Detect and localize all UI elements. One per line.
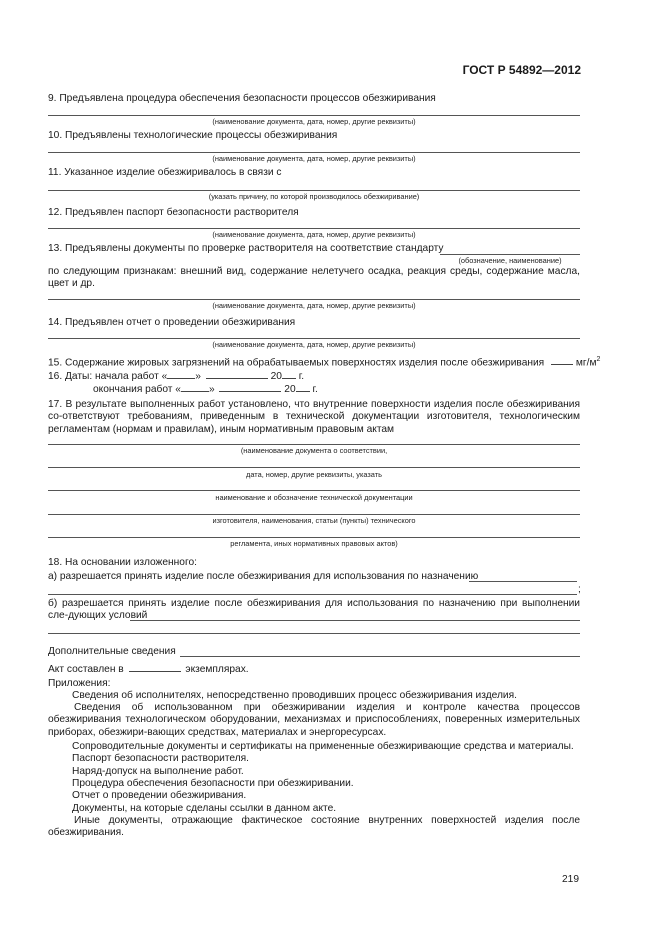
grease-content-blank[interactable] xyxy=(551,354,573,365)
act-copies-label: Акт составлен в xyxy=(48,664,124,675)
item-15-text: 15. Содержание жировых загрязнений на обрабатываемых поверхностях изделия после обезжиривания xyxy=(48,357,545,369)
item-18a-end: ; xyxy=(578,584,581,595)
fill-line-13[interactable] xyxy=(48,299,580,300)
caption-17-5: регламента, иных нормативных правовых актов) xyxy=(230,539,398,548)
fill-line-17-2[interactable] xyxy=(48,467,580,468)
item-11: 11. Указанное изделие обезжиривалось в связи с xyxy=(48,167,282,178)
additional-info-line[interactable] xyxy=(180,656,580,657)
item-9: 9. Предъявлена процедура обеспечения безопасности процессов обезжиривания xyxy=(48,93,436,104)
fill-line-13-standard[interactable] xyxy=(440,254,580,255)
fill-line-18a-1[interactable] xyxy=(469,581,577,582)
fill-line-17-5[interactable] xyxy=(48,537,580,538)
fill-line-17-4[interactable] xyxy=(48,514,580,515)
caption-14: (наименование документа, дата, номер, другие реквизиты) xyxy=(212,340,416,349)
end-year-prefix: 20 xyxy=(284,384,296,395)
fill-line-10[interactable] xyxy=(48,152,580,153)
fill-line-12[interactable] xyxy=(48,228,580,229)
caption-11: (указать причину, по которой производилось обезжиривание) xyxy=(208,192,420,201)
fill-line-18b-1[interactable] xyxy=(130,620,580,621)
caption-17-3: наименование и обозначение технической документации xyxy=(215,493,413,502)
fill-line-18b-2[interactable] xyxy=(48,633,580,634)
appendix-item-1: Сведения об исполнителях, непосредственно проводивших процесс обезжиривания изделия. xyxy=(72,690,517,701)
caption-9: (наименование документа, дата, номер, другие реквизиты) xyxy=(212,117,416,126)
copies-blank[interactable] xyxy=(129,661,181,672)
item-14: 14. Предъявлен отчет о проведении обезжиривания xyxy=(48,317,296,328)
item-15-unit: мг/м xyxy=(575,357,597,369)
fill-line-17-3[interactable] xyxy=(48,490,580,491)
document-header: ГОСТ Р 54892—2012 xyxy=(462,63,581,77)
page-number: 219 xyxy=(562,874,579,885)
start-date-label: 16. Даты: начала работ « xyxy=(48,371,168,382)
end-year-suffix: г. xyxy=(312,384,318,395)
appendix-item-8: Документы, на которые сделаны ссылки в данном акте. xyxy=(72,803,337,814)
end-year-blank[interactable] xyxy=(296,381,310,392)
appendix-item-9: Иные документы, отражающие фактическое состояние внутренних поверхностей изделия после обезжиривания. xyxy=(48,815,580,839)
item-13: 13. Предъявлены документы по проверке растворителя на соответствие стандарту xyxy=(48,243,444,254)
end-month-blank[interactable] xyxy=(219,381,281,392)
item-17: 17. В результате выполненных работ установлено, что внутренние поверхности изделия после обезжиривания со-ответствуют требованиям, приведенным в технической документации изготовителя, технологическим регламентам (нормам и правилам), иным нормативным правовым актам xyxy=(48,399,580,435)
caption-13: (наименование документа, дата, номер, другие реквизиты) xyxy=(212,301,416,310)
start-year-blank[interactable] xyxy=(282,368,296,379)
caption-13-designation: (обозначение, наименование) xyxy=(458,256,562,265)
end-quote: » xyxy=(208,384,215,395)
appendix-item-4: Паспорт безопасности растворителя. xyxy=(72,753,250,764)
fill-line-18a-2[interactable] xyxy=(48,594,577,595)
caption-17-1: (наименование документа о соответствии, xyxy=(240,446,388,455)
start-year-suffix: г. xyxy=(298,371,305,382)
appendix-item-2: Сведения об использованном при обезжиривании изделия и контроле качества процессов обезжиривания технологическом оборудовании, механизмах и приспособлениях, поверенных измерительных приборах, обезжири-вающих средствах, материалах и энергоресурсах. xyxy=(48,702,580,738)
item-12: 12. Предъявлен паспорт безопасности растворителя xyxy=(48,207,299,218)
item-15-unit-sup: 2 xyxy=(596,356,601,363)
act-copies-suffix: экземплярах. xyxy=(185,664,249,675)
item-13-criteria: по следующим признакам: внешний вид, содержание нелетучего осадка, реакция среды, содержание масла, цвет и др. xyxy=(48,266,580,290)
caption-17-4: изготовителя, наименования, статьи (пункты) технического xyxy=(212,516,416,525)
caption-17-2: дата, номер, другие реквизиты, указать xyxy=(246,470,382,479)
appendix-title: Приложения: xyxy=(48,678,111,689)
caption-12: (наименование документа, дата, номер, другие реквизиты) xyxy=(212,230,416,239)
caption-10: (наименование документа, дата, номер, другие реквизиты) xyxy=(212,154,416,163)
end-day-blank[interactable] xyxy=(181,381,209,392)
start-day-blank[interactable] xyxy=(167,368,195,379)
appendix-item-7: Отчет о проведении обезжиривания. xyxy=(72,790,247,801)
item-18: 18. На основании изложенного: xyxy=(48,557,197,568)
item-16-end xyxy=(93,381,318,396)
appendix-item-6: Процедура обеспечения безопасности при обезжиривании. xyxy=(72,778,354,789)
fill-line-14[interactable] xyxy=(48,338,580,339)
fill-line-9[interactable] xyxy=(48,115,580,116)
appendix-item-3: Сопроводительные документы и сертификаты на примененные обезжиривающие средства и материалы. xyxy=(72,741,574,752)
start-year-prefix: 20 xyxy=(270,371,282,382)
end-date-label: окончания работ « xyxy=(93,384,181,395)
start-month-blank[interactable] xyxy=(206,368,268,379)
additional-info-label: Дополнительные сведения xyxy=(48,646,176,657)
fill-line-17-1[interactable] xyxy=(48,444,580,445)
fill-line-11[interactable] xyxy=(48,190,580,191)
appendix-item-5: Наряд-допуск на выполнение работ. xyxy=(72,766,244,777)
item-10: 10. Предъявлены технологические процессы обезжиривания xyxy=(48,130,338,141)
act-copies xyxy=(48,661,249,676)
item-18a: а) разрешается принять изделие после обезжиривания для использования по назначению xyxy=(48,571,479,582)
item-18b: б) разрешается принять изделие после обезжиривания для использования по назначению при выполнении сле-дующих условий xyxy=(48,598,580,622)
start-quote: » xyxy=(195,371,201,382)
